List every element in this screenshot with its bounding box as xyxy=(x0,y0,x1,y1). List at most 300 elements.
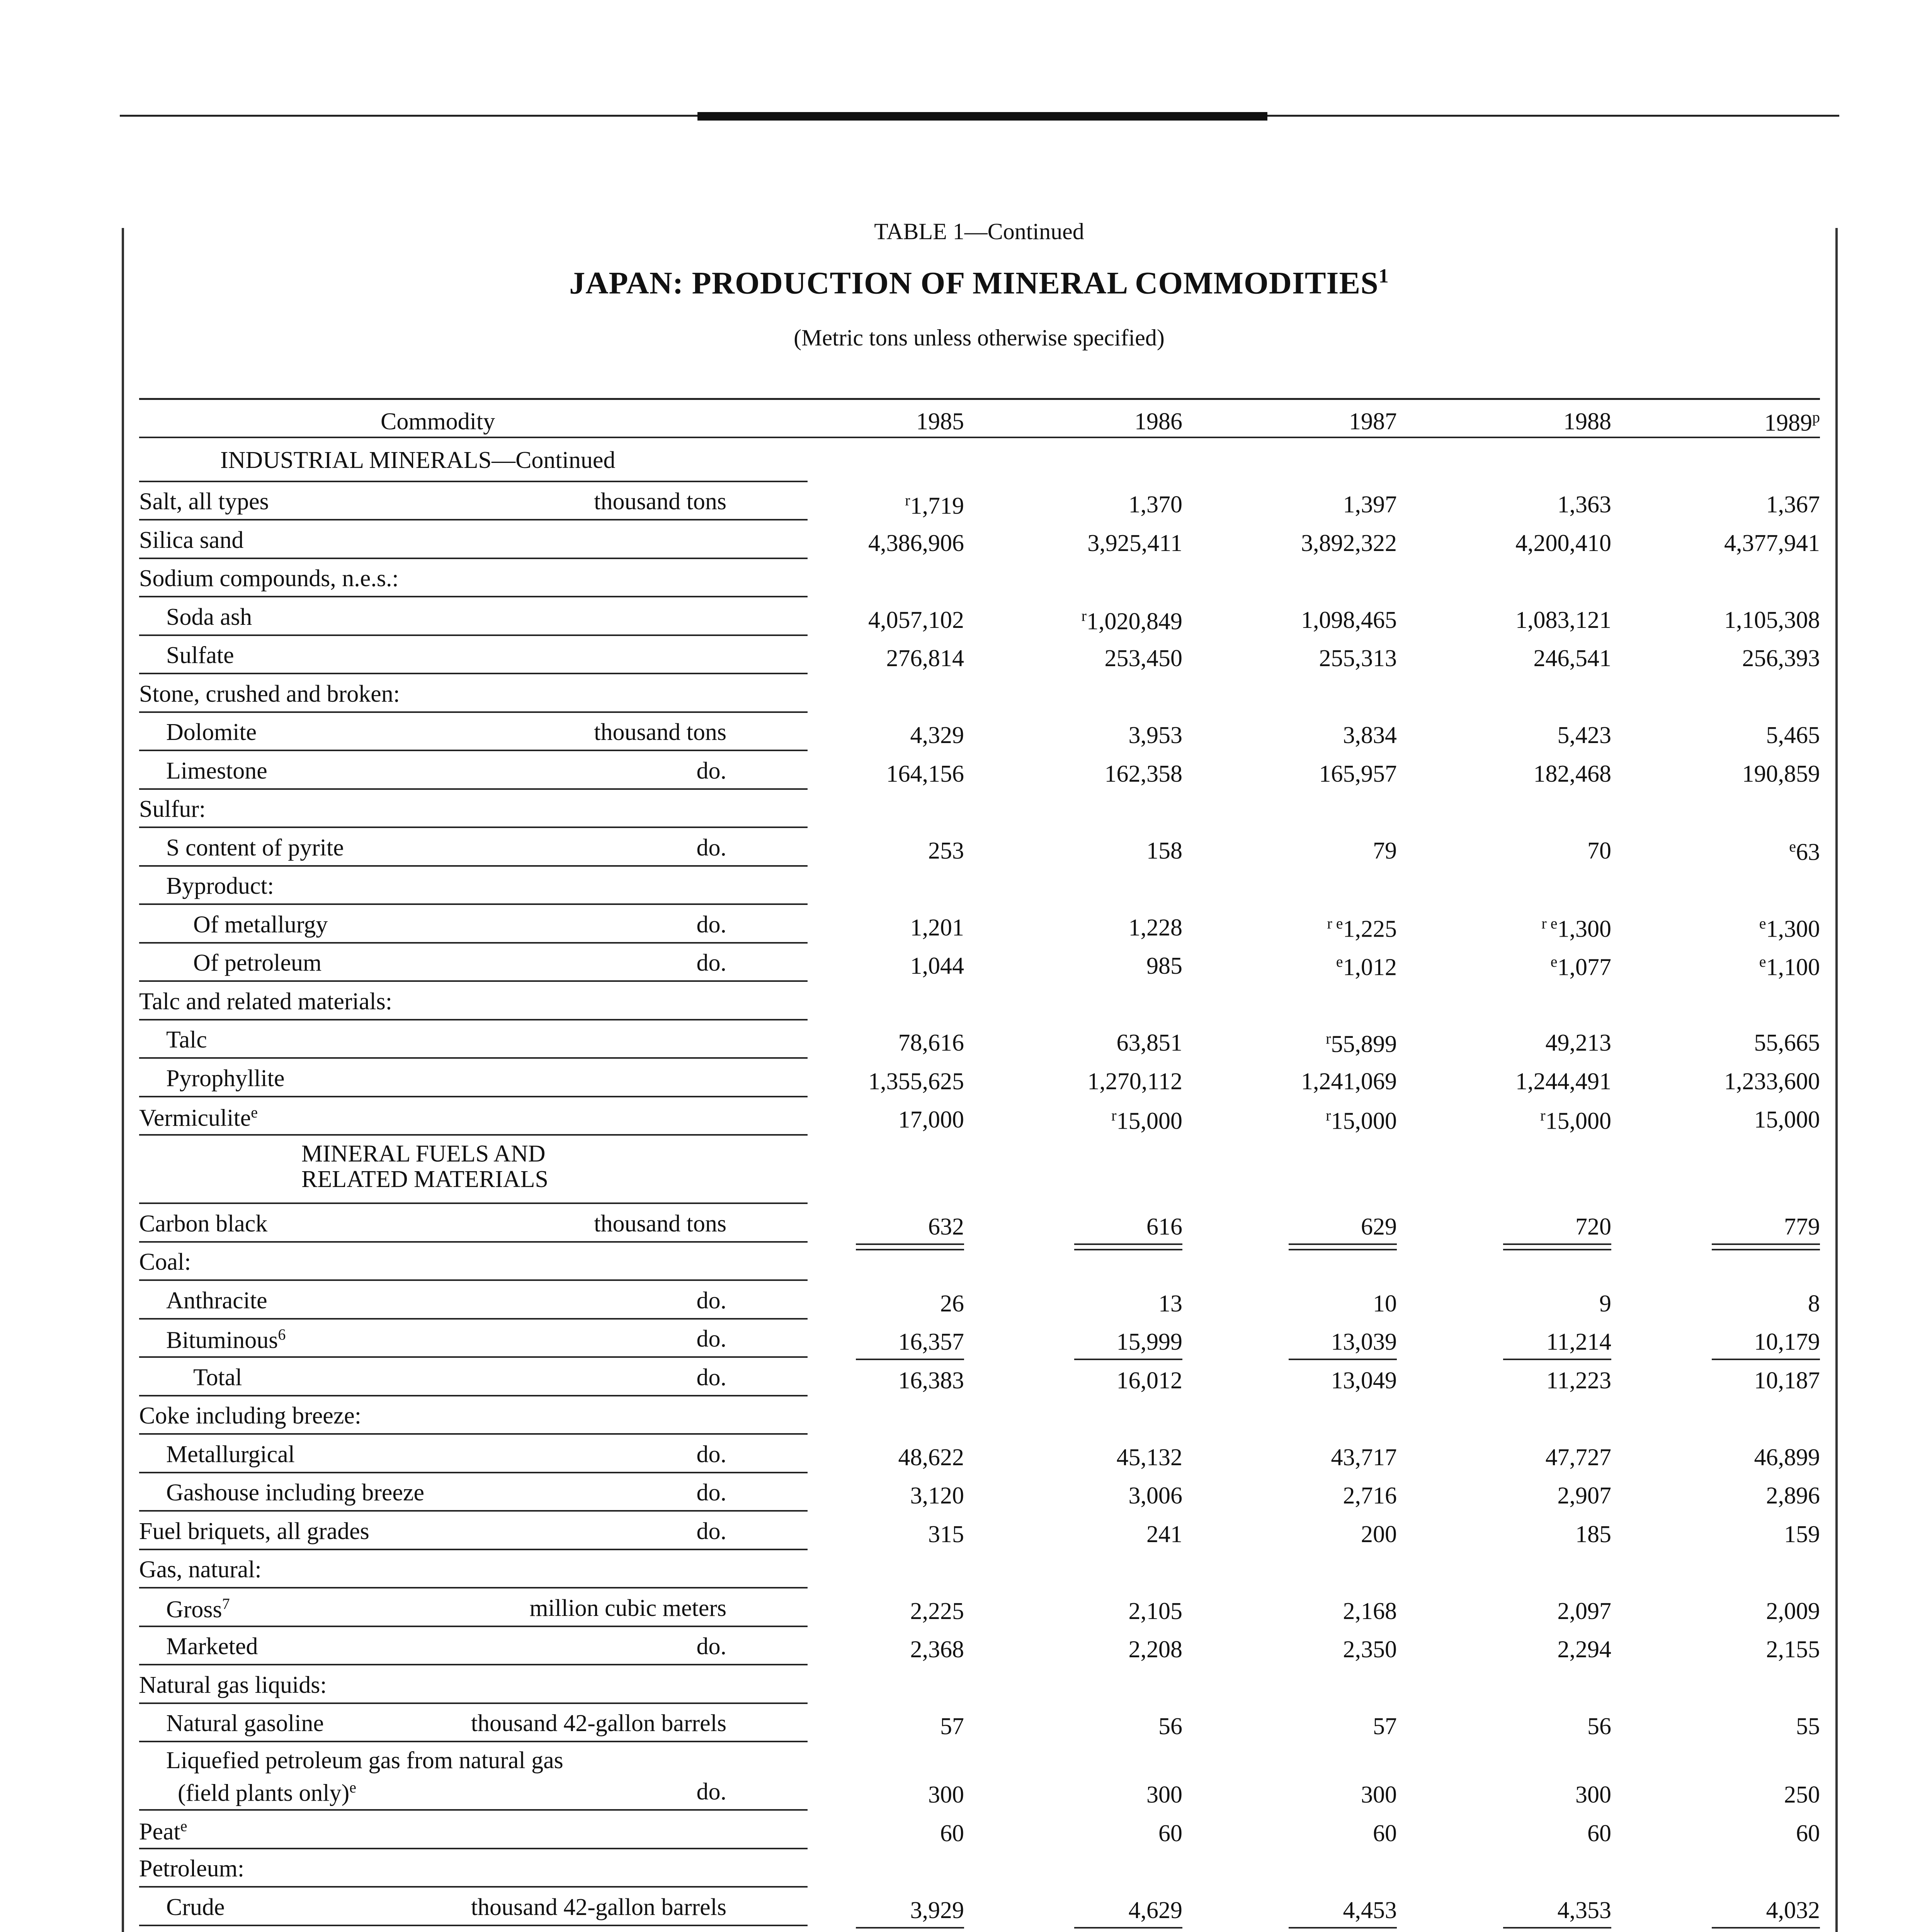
cell-value: 4,377,941 xyxy=(1724,530,1820,556)
cell-value: 11,223 xyxy=(1546,1367,1611,1394)
row-label: Silica sand xyxy=(139,527,244,553)
cell-value: 16,012 xyxy=(1116,1367,1182,1394)
row-unit: million cubic meters xyxy=(529,1595,726,1621)
row-unit: thousand 42-gallon barrels xyxy=(471,1710,726,1737)
cell-value: 4,386,906 xyxy=(868,530,964,556)
cell-value: 1,020,849 xyxy=(1087,608,1182,635)
cell-flag: r xyxy=(1540,1107,1546,1124)
row-label: Coal: xyxy=(139,1249,191,1276)
table-cell xyxy=(1028,1783,1182,1807)
table-cell xyxy=(1665,1292,1820,1316)
row-label: Natural gasoline xyxy=(166,1710,324,1737)
cell-value: 15,000 xyxy=(1545,1108,1611,1134)
cell-value: 190,859 xyxy=(1742,760,1820,787)
row-label-footnote: 6 xyxy=(278,1326,286,1344)
table-cell xyxy=(1028,1522,1182,1546)
cell-value: 55 xyxy=(1796,1713,1820,1740)
table-cell xyxy=(810,916,964,940)
row-label-footnote: e xyxy=(251,1104,258,1121)
section-heading: MINERAL FUELS AND xyxy=(301,1141,546,1167)
table-cell xyxy=(1457,1108,1611,1133)
total-underline xyxy=(1074,1927,1182,1929)
cell-value: 3,892,322 xyxy=(1301,530,1397,556)
row-rule xyxy=(139,481,808,482)
cell-value: 3,953 xyxy=(1128,722,1182,748)
cell-value: 779 xyxy=(1784,1213,1820,1240)
cell-value: 1,012 xyxy=(1343,954,1397,981)
row-label: Bituminous$^6$ xyxy=(166,1326,286,1354)
table-cell xyxy=(1242,493,1397,517)
row-label: Gashouse including breeze xyxy=(166,1480,424,1506)
table-cell xyxy=(1665,531,1820,555)
cell-value: 253,450 xyxy=(1104,645,1182,672)
row-unit: do. xyxy=(696,1287,726,1314)
table-cell xyxy=(1665,1638,1820,1662)
cell-value: 4,629 xyxy=(1128,1897,1182,1923)
table-cell xyxy=(1028,1330,1182,1354)
total-underline xyxy=(856,1927,964,1929)
row-unit: do. xyxy=(696,1480,726,1506)
table-cell xyxy=(1028,1638,1182,1662)
table-cell xyxy=(1028,1215,1182,1239)
table-cell xyxy=(1242,1484,1397,1508)
cell-value: 2,896 xyxy=(1766,1483,1820,1509)
cell-value: 1,367 xyxy=(1766,492,1820,518)
cell-value: 78,616 xyxy=(898,1030,964,1056)
cell-value: 3,925,411 xyxy=(1087,530,1182,556)
row-unit: do. xyxy=(696,1779,726,1805)
row-label: Limestone xyxy=(166,757,267,784)
cell-value: 16,383 xyxy=(898,1367,964,1394)
table-cell xyxy=(1665,493,1820,517)
row-label: Sulfate xyxy=(166,642,234,668)
table-cell xyxy=(1242,762,1397,786)
total-underline xyxy=(1289,1249,1397,1250)
row-unit: do. xyxy=(696,911,726,938)
cell-value: 13 xyxy=(1158,1290,1182,1317)
row-rule xyxy=(139,1202,808,1204)
table-cell xyxy=(810,1821,964,1845)
cell-value: 63 xyxy=(1796,839,1820,866)
table-cell xyxy=(1028,762,1182,786)
cell-value: 1,044 xyxy=(910,953,964,979)
row-unit: thousand tons xyxy=(594,488,726,515)
row-rule xyxy=(139,942,808,944)
row-rule xyxy=(139,596,808,597)
row-unit: do. xyxy=(696,1364,726,1391)
cell-value: 60 xyxy=(1373,1820,1397,1847)
cell-value: 300 xyxy=(1361,1782,1397,1808)
table-cell xyxy=(1457,1714,1611,1738)
table-cell xyxy=(810,1215,964,1239)
row-rule xyxy=(139,1134,808,1136)
table-cell xyxy=(810,646,964,670)
cell-value: 1,105,308 xyxy=(1724,607,1820,633)
cell-value: 11,214 xyxy=(1546,1329,1611,1355)
row-unit: thousand tons xyxy=(594,719,726,745)
row-unit: do. xyxy=(696,1633,726,1660)
row-rule xyxy=(139,1925,808,1926)
row-label: Anthracite xyxy=(166,1287,267,1314)
cell-value: 1,201 xyxy=(910,914,964,941)
cell-value: 1,228 xyxy=(1128,914,1182,941)
table-cell xyxy=(1457,1215,1611,1239)
cell-value: 300 xyxy=(1575,1782,1611,1808)
cell-value: 5,423 xyxy=(1557,722,1611,748)
total-underline xyxy=(1503,1927,1611,1929)
cell-value: 4,057,102 xyxy=(868,607,964,633)
table-title xyxy=(0,265,1932,301)
row-rule xyxy=(139,827,808,828)
cell-value: 56 xyxy=(1587,1713,1611,1740)
row-unit: do. xyxy=(696,1441,726,1468)
row-rule xyxy=(139,1848,808,1849)
cell-value: 2,368 xyxy=(910,1636,964,1663)
cell-value: 2,716 xyxy=(1343,1483,1397,1509)
table-cell xyxy=(1665,646,1820,670)
table-cell xyxy=(1457,954,1611,980)
table-cell xyxy=(1242,1108,1397,1133)
table-cell xyxy=(1028,1484,1182,1508)
year-preliminary-flag: p xyxy=(1812,408,1820,426)
row-label: Sodium compounds, n.e.s.: xyxy=(139,565,399,592)
table-cell xyxy=(1457,762,1611,786)
row-rule xyxy=(139,634,808,636)
cell-flag: r xyxy=(1326,1030,1331,1047)
row-rule xyxy=(139,1019,808,1020)
cell-flag: e xyxy=(1759,914,1766,932)
table-cell xyxy=(1457,1522,1611,1546)
total-underline xyxy=(1503,1249,1611,1250)
subtotal-underline xyxy=(1712,1359,1820,1360)
table-subtitle: (Metric tons unless otherwise specified) xyxy=(794,325,1165,350)
cell-value: 45,132 xyxy=(1116,1444,1182,1471)
cell-value: 4,032 xyxy=(1766,1897,1820,1923)
cell-value: 57 xyxy=(1373,1713,1397,1740)
cell-value: 1,355,625 xyxy=(868,1068,964,1095)
table-cell xyxy=(1028,723,1182,747)
row-unit: do. xyxy=(696,757,726,784)
table-cell xyxy=(1665,916,1820,941)
table-cell xyxy=(810,762,964,786)
cell-value: 159 xyxy=(1784,1521,1820,1548)
cell-value: 158 xyxy=(1146,837,1182,864)
row-label: Pyrophyllite xyxy=(166,1065,285,1092)
table-cell xyxy=(1028,1369,1182,1393)
table-cell xyxy=(1457,608,1611,632)
table-cell xyxy=(1665,1330,1820,1354)
total-underline xyxy=(1503,1243,1611,1245)
table-cell xyxy=(1242,839,1397,863)
table-cell xyxy=(1242,1330,1397,1354)
cell-value: 276,814 xyxy=(886,645,964,672)
table-cell xyxy=(1665,1821,1820,1845)
table-cell xyxy=(810,1108,964,1132)
row-rule xyxy=(139,1395,808,1396)
table-cell xyxy=(1242,1714,1397,1738)
table-cell xyxy=(1457,1821,1611,1845)
table-cell xyxy=(1457,1070,1611,1094)
table-cell xyxy=(810,1031,964,1055)
row-rule xyxy=(139,1549,808,1550)
table-cell xyxy=(810,1714,964,1738)
cell-value: 2,208 xyxy=(1128,1636,1182,1663)
cell-value: 1,083,121 xyxy=(1515,607,1611,633)
table-cell xyxy=(810,1484,964,1508)
cell-value: 13,039 xyxy=(1331,1329,1397,1355)
cell-value: 182,468 xyxy=(1533,760,1611,787)
table-cell xyxy=(1028,646,1182,670)
cell-value: 26 xyxy=(940,1290,964,1317)
row-label: Metallurgical xyxy=(166,1441,295,1468)
cell-value: 63,851 xyxy=(1116,1030,1182,1056)
cell-value: 241 xyxy=(1146,1521,1182,1548)
table-cell xyxy=(1457,1292,1611,1316)
cell-value: 49,213 xyxy=(1545,1030,1611,1056)
row-label: Fuel briquets, all grades xyxy=(139,1518,369,1544)
table-cell xyxy=(1028,1599,1182,1623)
cell-value: 9 xyxy=(1599,1290,1611,1317)
table-cell xyxy=(1028,1898,1182,1922)
cell-flag: r e xyxy=(1327,914,1343,932)
subtotal-underline xyxy=(1074,1359,1182,1360)
subtotal-underline xyxy=(1289,1359,1397,1360)
cell-flag: r xyxy=(1111,1107,1117,1124)
table-cell xyxy=(1665,1714,1820,1738)
cell-value: 3,929 xyxy=(910,1897,964,1923)
table-cell xyxy=(1665,1599,1820,1623)
row-rule xyxy=(139,750,808,751)
table-cell xyxy=(1665,762,1820,786)
total-underline xyxy=(1289,1243,1397,1245)
cell-value: 4,329 xyxy=(910,722,964,748)
row-rule xyxy=(139,1057,808,1059)
table-cell xyxy=(1665,1484,1820,1508)
cell-value: 16,357 xyxy=(898,1329,964,1355)
row-label: Salt, all types xyxy=(139,488,269,515)
cell-flag: r xyxy=(905,492,910,509)
cell-value: 15,000 xyxy=(1754,1107,1820,1133)
table-cell xyxy=(1242,1783,1397,1807)
cell-flag: e xyxy=(1789,837,1796,855)
cell-value: 1,300 xyxy=(1766,916,1820,942)
cell-value: 2,009 xyxy=(1766,1598,1820,1624)
table-cell xyxy=(1457,1446,1611,1469)
cell-value: 250 xyxy=(1784,1782,1820,1808)
row-rule xyxy=(139,1318,808,1320)
row-label: S content of pyrite xyxy=(166,834,344,861)
table-cell xyxy=(1028,1070,1182,1094)
cell-value: 55,899 xyxy=(1331,1031,1397,1058)
cell-value: 70 xyxy=(1587,837,1611,864)
column-header-commodity: Commodity xyxy=(381,408,495,435)
row-rule xyxy=(139,1472,808,1473)
cell-value: 246,541 xyxy=(1533,645,1611,672)
cell-value: 1,100 xyxy=(1766,954,1820,981)
cell-value: 55,665 xyxy=(1754,1030,1820,1056)
total-underline xyxy=(1712,1243,1820,1245)
table-cell xyxy=(1457,839,1611,863)
cell-value: 164,156 xyxy=(886,760,964,787)
row-rule xyxy=(139,1626,808,1627)
row-label: Gross$^7$ xyxy=(166,1595,230,1623)
table-cell xyxy=(1457,493,1611,517)
table-cell xyxy=(810,723,964,747)
cell-value: 2,155 xyxy=(1766,1636,1820,1663)
cell-flag: r e xyxy=(1541,914,1558,932)
row-rule xyxy=(139,1741,808,1742)
cell-value: 13,049 xyxy=(1331,1367,1397,1394)
section-heading: RELATED MATERIALS xyxy=(301,1166,548,1192)
table-cell xyxy=(1242,646,1397,670)
table-cell xyxy=(1665,723,1820,747)
table-cell xyxy=(1242,954,1397,980)
cell-value: 1,225 xyxy=(1343,916,1397,942)
row-label-footnote: e xyxy=(349,1779,356,1796)
cell-value: 2,350 xyxy=(1343,1636,1397,1663)
row-label: Peat$^e$ xyxy=(139,1817,187,1845)
table-cell xyxy=(1457,723,1611,747)
cell-value: 985 xyxy=(1146,953,1182,979)
cell-value: 1,363 xyxy=(1557,492,1611,518)
table-cell xyxy=(810,1070,964,1094)
row-label: Sulfur: xyxy=(139,796,206,822)
cell-value: 4,353 xyxy=(1557,1897,1611,1923)
cell-value: 4,200,410 xyxy=(1515,530,1611,556)
column-header-rule xyxy=(139,437,1820,438)
cell-value: 60 xyxy=(1796,1820,1820,1847)
table-cell xyxy=(1028,1714,1182,1738)
row-rule xyxy=(139,1664,808,1665)
table-cell xyxy=(810,1522,964,1546)
row-label: Natural gas liquids: xyxy=(139,1672,327,1698)
table-title-footnote: 1 xyxy=(1378,265,1389,287)
row-label: Soda ash xyxy=(166,604,252,630)
row-label: Dolomite xyxy=(166,719,257,745)
subtotal-underline xyxy=(856,1359,964,1360)
row-rule xyxy=(139,519,808,520)
cell-value: 5,465 xyxy=(1766,722,1820,748)
cell-value: 720 xyxy=(1575,1213,1611,1240)
table-cell xyxy=(810,608,964,632)
table-cell xyxy=(1028,531,1182,555)
row-rule xyxy=(139,1279,808,1281)
row-rule xyxy=(139,1809,808,1811)
table-cell xyxy=(1028,1031,1182,1055)
left-margin-line xyxy=(122,228,124,1932)
row-rule xyxy=(139,1587,808,1588)
cell-value: 616 xyxy=(1146,1213,1182,1240)
cell-value: 1,233,600 xyxy=(1724,1068,1820,1095)
cell-value: 255,313 xyxy=(1319,645,1397,672)
cell-value: 15,000 xyxy=(1331,1108,1397,1134)
table-cell xyxy=(1665,1108,1820,1132)
cell-value: 2,168 xyxy=(1343,1598,1397,1624)
row-label: Of petroleum xyxy=(193,950,322,976)
cell-value: 629 xyxy=(1361,1213,1397,1240)
row-label: Byproduct: xyxy=(166,873,274,899)
cell-flag: e xyxy=(1759,953,1766,970)
table-title-text: JAPAN: PRODUCTION OF MINERAL COMMODITIES xyxy=(569,265,1379,301)
table-cell xyxy=(1242,1369,1397,1393)
table-cell xyxy=(810,1898,964,1922)
cell-flag: r xyxy=(1326,1107,1331,1124)
row-label: Liquefied petroleum gas from natural gas xyxy=(166,1747,563,1774)
column-header-year: 1987 xyxy=(1349,408,1397,435)
table-cell xyxy=(810,1783,964,1807)
total-underline xyxy=(1712,1249,1820,1250)
cell-value: 57 xyxy=(940,1713,964,1740)
total-underline xyxy=(1712,1927,1820,1929)
cell-value: 10,179 xyxy=(1754,1329,1820,1355)
cell-flag: e xyxy=(1550,953,1558,970)
table-cell xyxy=(810,954,964,978)
table-cell xyxy=(1242,1522,1397,1546)
row-unit: thousand 42-gallon barrels xyxy=(471,1894,726,1920)
table-cell xyxy=(810,1446,964,1469)
row-unit: do. xyxy=(696,1326,726,1352)
cell-value: 3,120 xyxy=(910,1483,964,1509)
cell-value: 1,077 xyxy=(1557,954,1611,981)
table-cell xyxy=(1665,1898,1820,1922)
row-rule xyxy=(139,1702,808,1704)
row-label: (field plants only)$^e$ xyxy=(178,1779,356,1806)
table-cell xyxy=(810,1369,964,1393)
table-cell xyxy=(1028,608,1182,634)
table-cell xyxy=(1665,1522,1820,1546)
cell-value: 4,453 xyxy=(1343,1897,1397,1923)
cell-value: 15,000 xyxy=(1116,1108,1182,1134)
row-rule xyxy=(139,865,808,867)
column-header-year: 1986 xyxy=(1134,408,1182,435)
table-cell xyxy=(810,1330,964,1354)
cell-value: 165,957 xyxy=(1319,760,1397,787)
table-cell xyxy=(1457,1599,1611,1623)
cell-value: 3,006 xyxy=(1128,1483,1182,1509)
cell-value: 1,241,069 xyxy=(1301,1068,1397,1095)
table-cell xyxy=(1665,1446,1820,1469)
row-label: Carbon black xyxy=(139,1210,268,1237)
total-underline xyxy=(1289,1927,1397,1929)
cell-value: 253 xyxy=(928,837,964,864)
table-cell xyxy=(810,1599,964,1623)
cell-value: 162,358 xyxy=(1104,760,1182,787)
table-cell xyxy=(810,1292,964,1316)
row-label-footnote: e xyxy=(180,1817,187,1835)
cell-value: 1,719 xyxy=(910,493,964,519)
cell-value: 1,098,465 xyxy=(1301,607,1397,633)
row-label: Of metallurgy xyxy=(193,911,328,938)
cell-value: 46,899 xyxy=(1754,1444,1820,1471)
table-cell xyxy=(810,531,964,555)
table-top-rule xyxy=(139,398,1820,400)
table-cell xyxy=(1665,1215,1820,1239)
table-cell xyxy=(1665,954,1820,980)
table-cell xyxy=(1242,916,1397,941)
total-underline xyxy=(1074,1243,1182,1245)
table-cell xyxy=(810,1638,964,1662)
row-label: Crude xyxy=(166,1894,225,1920)
total-underline xyxy=(856,1243,964,1245)
table-cell xyxy=(1242,608,1397,632)
cell-value: 56 xyxy=(1158,1713,1182,1740)
table-cell xyxy=(1028,1446,1182,1469)
row-rule xyxy=(139,788,808,790)
table-cell xyxy=(1028,954,1182,978)
row-label: Total xyxy=(193,1364,242,1391)
cell-value: 1,397 xyxy=(1343,492,1397,518)
table-cell xyxy=(1242,531,1397,555)
